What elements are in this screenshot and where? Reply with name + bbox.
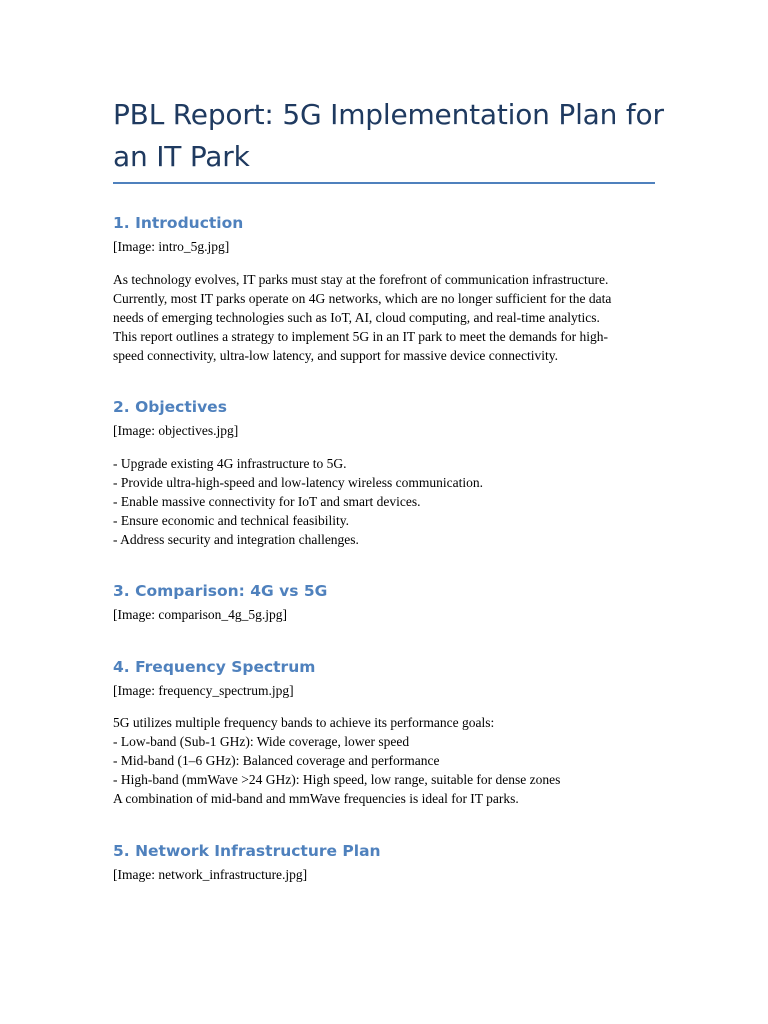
list-item: - Enable massive connectivity for IoT and smart devices. bbox=[113, 494, 421, 509]
paragraph-line: 5G utilizes multiple frequency bands to achieve its performance goals: bbox=[113, 715, 495, 730]
list-item: - Mid-band (1–6 GHz): Balanced coverage and performance bbox=[113, 753, 440, 768]
list-item: - Ensure economic and technical feasibility. bbox=[113, 513, 350, 528]
section-heading-network-infrastructure: 5. Network Infrastructure Plan bbox=[113, 842, 381, 860]
image-placeholder-network-infrastructure: [Image: network_infrastructure.jpg] bbox=[113, 867, 308, 882]
list-item: - Low-band (Sub-1 GHz): Wide coverage, lower speed bbox=[113, 734, 410, 749]
title-underline bbox=[113, 182, 655, 184]
paragraph-line: Currently, most IT parks operate on 4G networks, which are no longer sufficient for the data bbox=[113, 291, 612, 306]
section-heading-introduction: 1. Introduction bbox=[113, 214, 244, 232]
image-placeholder-intro: [Image: intro_5g.jpg] bbox=[113, 239, 230, 254]
image-placeholder-comparison: [Image: comparison_4g_5g.jpg] bbox=[113, 607, 287, 622]
section-heading-comparison: 3. Comparison: 4G vs 5G bbox=[113, 582, 328, 600]
paragraph-line: This report outlines a strategy to implement 5G in an IT park to meet the demands for high- bbox=[113, 329, 609, 344]
section-heading-objectives: 2. Objectives bbox=[113, 398, 227, 416]
image-placeholder-frequency-spectrum: [Image: frequency_spectrum.jpg] bbox=[113, 683, 294, 698]
list-item: - Provide ultra-high-speed and low-latency wireless communication. bbox=[113, 475, 484, 490]
list-item: - Address security and integration challenges. bbox=[113, 532, 359, 547]
section-heading-frequency-spectrum: 4. Frequency Spectrum bbox=[113, 658, 316, 676]
introduction-paragraph bbox=[113, 270, 655, 365]
title-line: an IT Park bbox=[113, 140, 250, 173]
document-title bbox=[113, 94, 664, 178]
paragraph-line: A combination of mid-band and mmWave frequencies is ideal for IT parks. bbox=[113, 791, 519, 806]
frequency-spectrum-paragraph bbox=[113, 713, 655, 808]
list-item: - High-band (mmWave >24 GHz): High speed, low range, suitable for dense zones bbox=[113, 772, 561, 787]
title-line: PBL Report: 5G Implementation Plan for bbox=[113, 98, 664, 131]
paragraph-line: As technology evolves, IT parks must stay at the forefront of communication infrastructure. bbox=[113, 272, 609, 287]
image-placeholder-objectives: [Image: objectives.jpg] bbox=[113, 423, 239, 438]
list-item: - Upgrade existing 4G infrastructure to 5G. bbox=[113, 456, 347, 471]
paragraph-line: speed connectivity, ultra-low latency, and support for massive device connectivity. bbox=[113, 348, 558, 363]
paragraph-line: needs of emerging technologies such as IoT, AI, cloud computing, and real-time analytics. bbox=[113, 310, 600, 325]
objectives-list bbox=[113, 454, 655, 549]
document-page bbox=[113, 0, 664, 882]
